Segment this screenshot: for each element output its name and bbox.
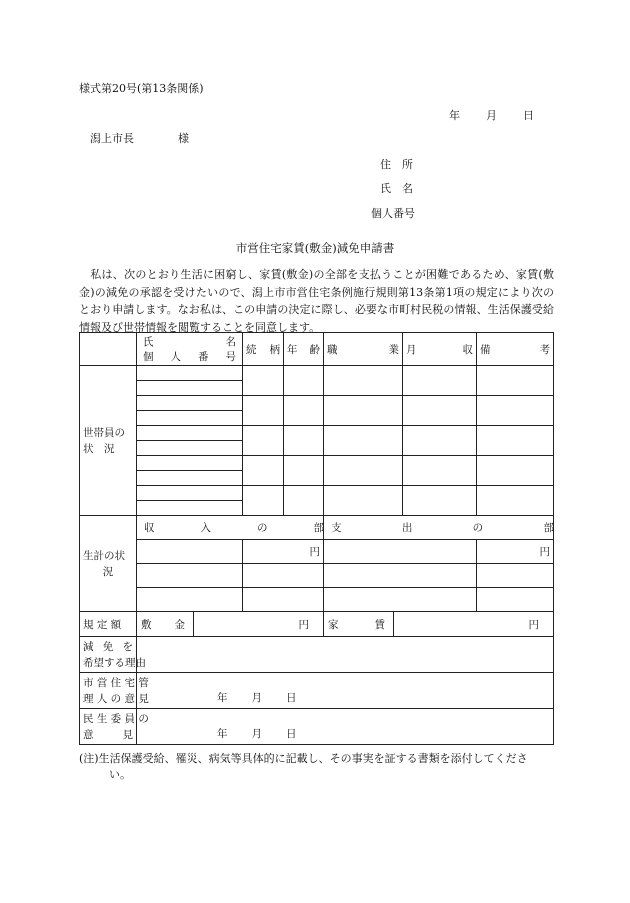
col-relation: 続 柄 — [243, 333, 284, 366]
date-day: 日 — [523, 109, 534, 122]
col-occupation: 職 業 — [324, 333, 403, 366]
name-label: 氏 名 — [380, 182, 413, 195]
household-member-5-relation[interactable] — [243, 486, 284, 516]
household-member-5-number[interactable] — [137, 501, 243, 516]
income-item-1[interactable] — [137, 540, 243, 564]
footnote — [79, 751, 559, 783]
footnote-line-2: い。 — [109, 768, 131, 781]
household-member-4-remarks[interactable] — [477, 456, 554, 486]
income-amount-3[interactable] — [243, 588, 324, 612]
household-member-1-remarks[interactable] — [477, 366, 554, 396]
document-title: 市営住宅家賃(敷金)減免申請書 — [235, 241, 395, 255]
expense-amount-1[interactable]: 円 — [477, 540, 554, 564]
manager-date-year: 年 — [217, 692, 228, 704]
expense-item-2[interactable] — [324, 564, 477, 588]
income-item-2[interactable] — [137, 564, 243, 588]
household-member-4-number[interactable] — [137, 471, 243, 486]
deposit-row — [137, 612, 324, 637]
income-section-header: 収 入 の 部 — [137, 516, 324, 540]
date-month: 月 — [486, 109, 497, 122]
expense-item-3[interactable] — [324, 588, 477, 612]
address-label: 住 所 — [380, 158, 413, 171]
expense-amount-3[interactable] — [477, 588, 554, 612]
expense-amount-2[interactable] — [477, 564, 554, 588]
household-member-2-relation[interactable] — [243, 396, 284, 426]
household-member-4-income[interactable] — [403, 456, 477, 486]
household-member-2-age[interactable] — [284, 396, 324, 426]
household-member-3-occupation[interactable] — [324, 426, 403, 456]
income-item-3[interactable] — [137, 588, 243, 612]
application-table — [79, 332, 554, 745]
household-member-4-occupation[interactable] — [324, 456, 403, 486]
col-monthly-income: 月 収 — [403, 333, 477, 366]
income-amount-1[interactable]: 円 — [243, 540, 324, 564]
household-member-1-name[interactable] — [137, 366, 243, 381]
household-member-3-name[interactable] — [137, 426, 243, 441]
col-name-number: 氏 名 個 人 番 号 — [137, 333, 243, 366]
manager-opinion-label: 市 営 住 宅 管 理 人 の 意 見 — [80, 673, 137, 709]
welfare-date-day: 日 — [286, 728, 297, 740]
expense-section-header: 支 出 の 部 — [324, 516, 554, 540]
manager-date-day: 日 — [286, 692, 297, 704]
date-year: 年 — [449, 109, 460, 122]
household-label: 世帯員の 状 況 — [80, 366, 137, 516]
household-member-4-name[interactable] — [137, 456, 243, 471]
deposit-label: 敷 金 — [137, 612, 194, 636]
household-member-3-remarks[interactable] — [477, 426, 554, 456]
welfare-opinion-label: 民 生 委 員 の 意 見 — [80, 709, 137, 745]
application-date — [449, 107, 534, 123]
household-member-1-occupation[interactable] — [324, 366, 403, 396]
form-number: 様式第20号(第13条関係) — [79, 82, 204, 95]
application-statement: 私は、次のとおり生活に困窮し、家賃(敷金)の全部を支払うことが困難であるため、家賃(敷金)の減免の承認を受けたいので、潟上市市営住宅条例施行規則第13条第1項の規定により次のとおり申請します。なお私は、この申請の決定に際し、必要な市町村民税の情報、生活保護受給情報及び世帯情報を閲覧することを同意します。 — [79, 268, 554, 334]
manager-date-month: 月 — [251, 692, 262, 704]
household-member-2-number[interactable] — [137, 411, 243, 426]
mynumber-label: 個人番号 — [371, 207, 415, 220]
rent-row — [324, 612, 554, 637]
household-member-3-income[interactable] — [403, 426, 477, 456]
household-member-4-age[interactable] — [284, 456, 324, 486]
col-remarks: 備 考 — [477, 333, 554, 366]
expense-item-1[interactable] — [324, 540, 477, 564]
household-member-1-number[interactable] — [137, 381, 243, 396]
reason-field[interactable] — [137, 637, 554, 673]
household-member-5-income[interactable] — [403, 486, 477, 516]
header-blank — [80, 333, 137, 366]
prescribed-amount-label: 規 定 額 — [80, 612, 137, 637]
rent-label: 家 賃 — [324, 612, 394, 636]
household-member-2-name[interactable] — [137, 396, 243, 411]
rent-amount[interactable]: 円 — [528, 618, 539, 631]
household-member-3-relation[interactable] — [243, 426, 284, 456]
household-member-4-relation[interactable] — [243, 456, 284, 486]
household-member-5-remarks[interactable] — [477, 486, 554, 516]
household-member-5-age[interactable] — [284, 486, 324, 516]
manager-opinion-field[interactable] — [137, 673, 554, 709]
household-member-2-occupation[interactable] — [324, 396, 403, 426]
household-member-3-number[interactable] — [137, 441, 243, 456]
household-member-5-name[interactable] — [137, 486, 243, 501]
welfare-date-year: 年 — [217, 728, 228, 740]
household-member-1-income[interactable] — [403, 366, 477, 396]
income-amount-2[interactable] — [243, 564, 324, 588]
deposit-amount[interactable]: 円 — [298, 618, 309, 631]
col-age: 年 齢 — [284, 333, 324, 366]
household-member-3-age[interactable] — [284, 426, 324, 456]
household-member-1-age[interactable] — [284, 366, 324, 396]
welfare-opinion-field[interactable] — [137, 709, 554, 745]
household-member-1-relation[interactable] — [243, 366, 284, 396]
household-member-2-remarks[interactable] — [477, 396, 554, 426]
household-member-5-occupation[interactable] — [324, 486, 403, 516]
welfare-date-month: 月 — [251, 728, 262, 740]
footnote-line-1: (注)生活保護受給、罹災、病気等具体的に記載し、その事実を証する書類を添付してくださ — [79, 752, 528, 765]
reason-label: 減 免 を 希望する理由 — [80, 637, 137, 673]
living-situation-label: 生計の状 況 — [80, 516, 137, 612]
addressee: 潟上市長 様 — [90, 132, 189, 145]
household-member-2-income[interactable] — [403, 396, 477, 426]
